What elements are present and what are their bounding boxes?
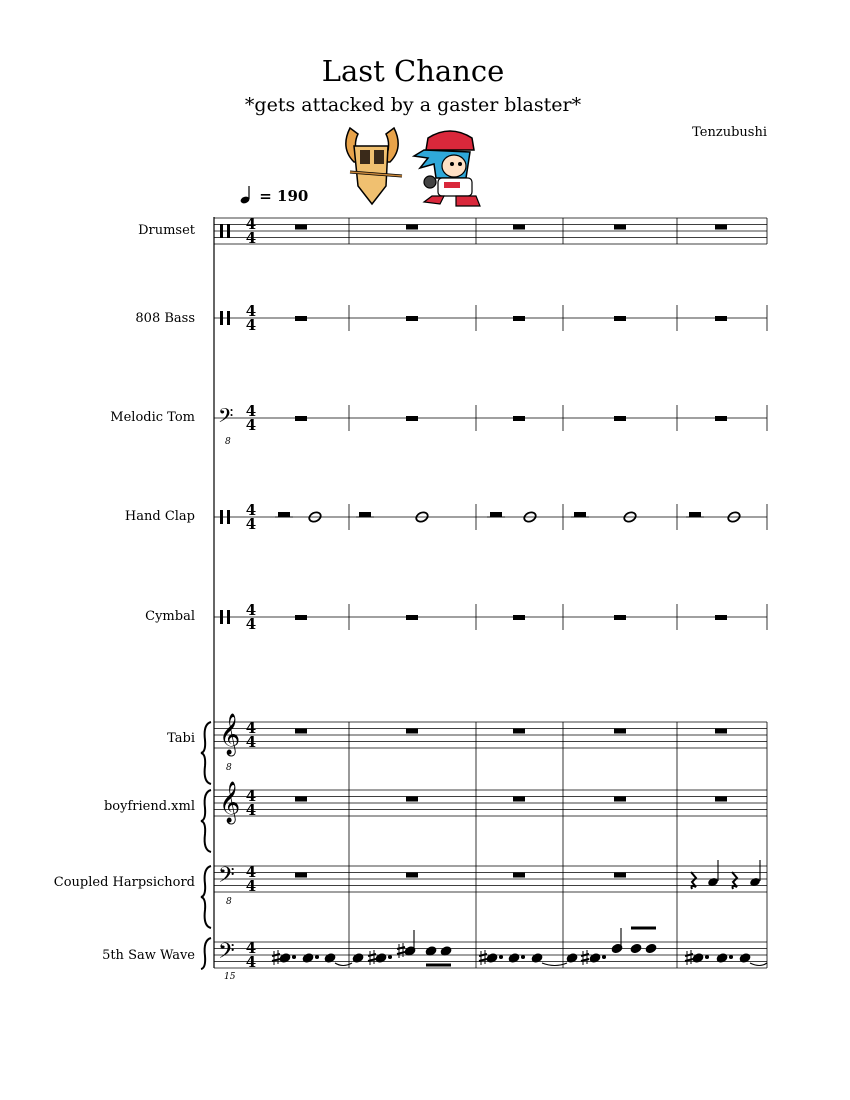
grand-staff-barlines	[349, 722, 767, 968]
clef-octave-marker-saw: 15	[224, 972, 236, 982]
bass-clef-saw-wave: 𝄢	[218, 939, 235, 969]
boyfriend-character-icon	[414, 131, 480, 206]
rests-808	[295, 316, 727, 321]
rests-cymbal	[295, 615, 727, 620]
time-sig-num-drumset: 4	[245, 215, 257, 233]
score-subtitle: *gets attacked by a gaster blaster*	[244, 94, 582, 116]
instrument-label-drumset: Drumset	[138, 223, 195, 238]
time-sig-den-tom: 4	[245, 416, 257, 434]
time-sig-num-808: 4	[245, 302, 257, 320]
time-sig-num-tom: 4	[245, 402, 257, 420]
instrument-label-hand-clap: Hand Clap	[124, 509, 195, 524]
time-sig-den-clap: 4	[245, 515, 257, 533]
time-sig-num-saw: 4	[245, 939, 257, 957]
composer-name: Tenzubushi	[692, 125, 767, 140]
instrument-label-melodic-tom: Melodic Tom	[110, 410, 195, 425]
time-sig-num-tabi: 4	[245, 719, 257, 737]
instrument-label-boyfriend: boyfriend.xml	[103, 799, 195, 814]
time-sig-den-cymbal: 4	[245, 615, 257, 633]
instrument-label-cymbal: Cymbal	[145, 609, 195, 624]
notes-saw-wave	[272, 928, 767, 966]
rests-melodic-tom	[295, 416, 727, 421]
time-sig-den-tabi: 4	[245, 733, 257, 751]
time-sig-num-clap: 4	[245, 501, 257, 519]
rests-boyfriend	[295, 797, 727, 802]
staff-harpsichord	[214, 866, 767, 892]
staff-boyfriend	[214, 790, 767, 816]
clef-octave-marker: 8	[225, 437, 231, 447]
time-sig-den-boyfriend: 4	[245, 801, 257, 819]
time-sig-den-saw: 4	[245, 953, 257, 971]
staff-drumset	[214, 218, 767, 244]
bass-clef-melodic-tom: 𝄢	[218, 404, 234, 432]
staff-tabi	[214, 722, 767, 748]
treble-clef-boyfriend: 𝄞	[219, 782, 241, 823]
clef-octave-marker-tabi: 8	[226, 763, 232, 773]
time-sig-num-boyfriend: 4	[245, 787, 257, 805]
rests-drumset	[295, 225, 727, 230]
instrument-label-808-bass: 808 Bass	[135, 311, 195, 326]
tabi-character-icon	[346, 128, 402, 204]
time-sig-num-cymbal: 4	[245, 601, 257, 619]
instrument-label-coupled-harpsichord: Coupled Harpsichord	[53, 875, 195, 890]
tempo-value: = 190	[259, 187, 309, 205]
time-sig-num-harpsichord: 4	[245, 863, 257, 881]
instrument-label-tabi: Tabi	[167, 731, 195, 746]
time-sig-den-808: 4	[245, 316, 257, 334]
rests-tabi	[295, 729, 727, 734]
bass-clef-harpsichord: 𝄢	[218, 863, 235, 893]
clef-octave-marker-harpsichord: 8	[226, 897, 232, 907]
score-title: Last Chance	[321, 54, 505, 88]
staff-braces	[201, 722, 211, 969]
instrument-label-saw-wave: 5th Saw Wave	[102, 948, 195, 963]
notes-harpsichord	[295, 860, 761, 889]
time-sig-den-drumset: 4	[245, 229, 257, 247]
time-sig-den-harpsichord: 4	[245, 877, 257, 895]
treble-clef-tabi: 𝄞	[219, 714, 241, 755]
